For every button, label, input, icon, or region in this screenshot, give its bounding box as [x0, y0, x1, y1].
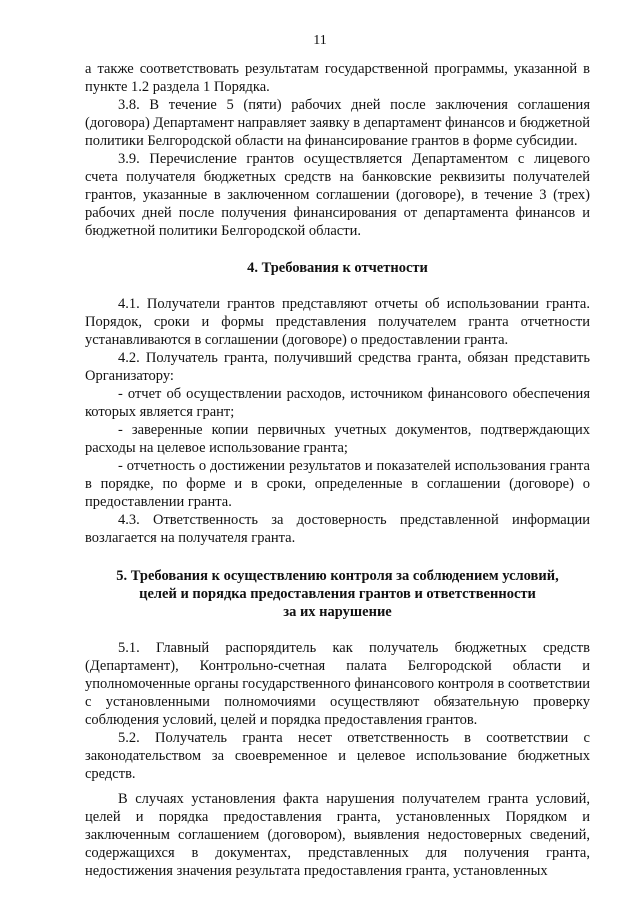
paragraph-3-9: 3.9. Перечисление грантов осуществляется Департаментом с лицевого счета получателя бюджетных средств на банковские реквизиты получателей грантов, указанные в заключенном соглашении (договоре), в течение 3 (трех) рабочих дней после получения финансирования от департамента финансов и бюджетной политики Белгородской области.: [85, 151, 590, 239]
section-5-heading-line: целей и порядка предоставления грантов и ответственности: [139, 586, 536, 602]
paragraph: В случаях установления факта нарушения получателем гранта условий, целей и порядка предоставления гранта, установленных Порядком и заключенным соглашением (договором), выявления недостоверных сведений, содержащихся в документах, представленных для получения гранта, недостижения значения результата предоставления гранта, установленных: [85, 791, 590, 879]
section-5-heading-line: за их нарушение: [283, 604, 392, 620]
section-5-heading: [85, 567, 590, 621]
paragraph-4-3: 4.3. Ответственность за достоверность представленной информации возлагается на получателя гранта.: [85, 512, 590, 546]
paragraph-5-2: 5.2. Получатель гранта несет ответственность в соответствии с законодательством за своевременное и целевое использование бюджетных средств.: [85, 730, 590, 782]
section-5-heading-line: 5. Требования к осуществлению контроля за соблюдением условий,: [116, 568, 559, 584]
paragraph-5-1: 5.1. Главный распорядитель как получатель бюджетных средств (Департамент), Контрольно-счетная палата Белгородской области и уполномоченные органы государственного финансового контроля в соответствии с установленными полномочиями осуществляют обязательную проверку соблюдения условий, целей и порядка предоставления грантов.: [85, 640, 590, 728]
list-item: - отчет об осуществлении расходов, источником финансового обеспечения которых является грант;: [85, 386, 590, 420]
paragraph-4-2: 4.2. Получатель гранта, получивший средства гранта, обязан представить Организатору:: [85, 350, 590, 384]
paragraph-4-1: 4.1. Получатели грантов представляют отчеты об использовании гранта. Порядок, сроки и формы представления получателем гранта отчетности устанавливаются в соглашении (договоре) о предоставлении гранта.: [85, 296, 590, 348]
page-number: 11: [313, 33, 327, 48]
list-item: - заверенные копии первичных учетных документов, подтверждающих расходы на целевое использование гранта;: [85, 422, 590, 456]
paragraph: а также соответствовать результатам государственной программы, указанной в пункте 1.2 раздела 1 Порядка.: [85, 61, 590, 95]
list-item: - отчетность о достижении результатов и показателей использования гранта в порядке, по форме и в сроки, определенные в соглашении (договоре) о предоставлении гранта.: [85, 458, 590, 510]
document-body: [85, 60, 590, 880]
paragraph-3-8: 3.8. В течение 5 (пяти) рабочих дней после заключения соглашения (договора) Департамент направляет заявку в департамент финансов и бюджетной политики Белгородской области на финансирование грантов в форме субсидии.: [85, 97, 590, 149]
section-4-heading: 4. Требования к отчетности: [247, 260, 428, 276]
